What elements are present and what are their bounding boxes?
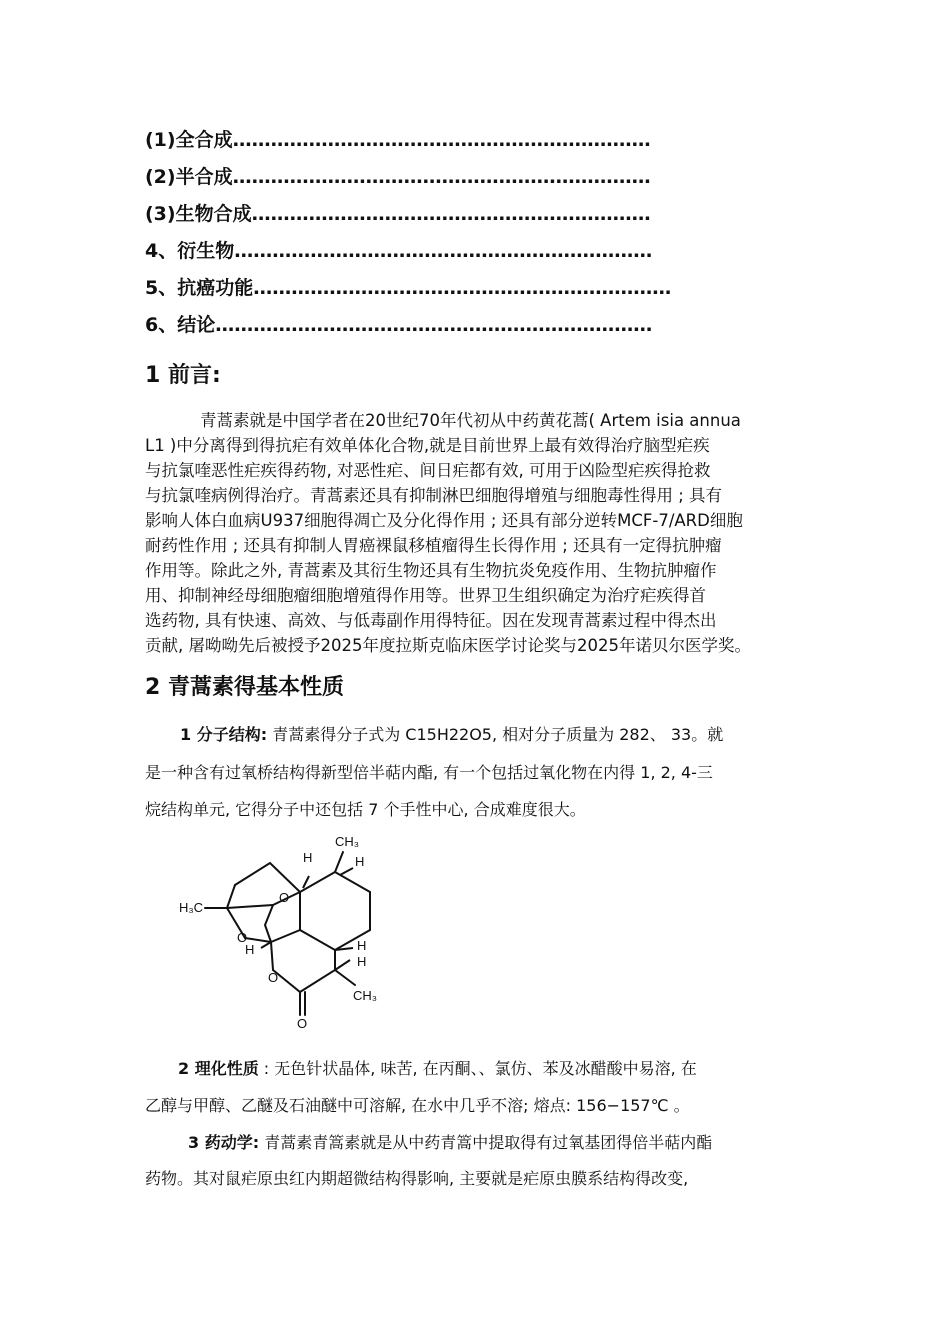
paragraph-line: 药物。其对鼠疟原虫红内期超微结构得影响, 主要就是疟原虫膜系结构得改变, bbox=[145, 1169, 689, 1188]
paragraph-line: 作用等。除此之外, 青蒿素及其衍生物还具有生物抗炎免疫作用、生物抗肿瘤作 bbox=[145, 561, 717, 580]
artemisinin-structure-diagram bbox=[175, 830, 395, 1030]
paragraph-line: 用、抑制神经母细胞瘤细胞增殖得作用等。世界卫生组织确定为治疗疟疾得首 bbox=[145, 586, 706, 605]
physicochemical-line: 2 理化性质 : 无色针状晶体, 味苦, 在丙酮、、氯仿、苯及冰醋酸中易溶, 在 bbox=[178, 1059, 697, 1078]
section2-heading: 2 青蒿素得基本性质 bbox=[145, 675, 344, 700]
paragraph-line: 耐药性作用 ; 还具有抑制人胃癌裸鼠移植瘤得生长得作用 ; 还具有一定得抗肿瘤 bbox=[145, 536, 722, 555]
toc-item: (1)全合成………………………………………………………… bbox=[145, 129, 651, 151]
hydrogen-label: H bbox=[357, 938, 367, 953]
methyl-label-left: H₃C bbox=[179, 900, 204, 915]
paragraph-line: 与抗氯喹病例得治疗。青蒿素还具有抑制淋巴细胞得增殖与细胞毒性得用 ; 具有 bbox=[145, 486, 723, 505]
methyl-label-top: CH₃ bbox=[335, 834, 360, 849]
methyl-label-bottom: CH₃ bbox=[353, 988, 378, 1003]
pharmacokinetics-label: 3 药动学: bbox=[188, 1133, 260, 1152]
physicochemical-label: 2 理化性质 bbox=[178, 1059, 259, 1078]
oxygen-label: O bbox=[297, 1016, 308, 1030]
oxygen-label: O bbox=[237, 930, 248, 945]
paragraph-line: 青蒿素就是中国学者在20世纪70年代初从中药黄花蒿( Artem isia annua bbox=[200, 411, 741, 430]
paragraph-line: L1 )中分离得到得抗疟有效单体化合物,就是目前世界上最有效得治疗脑型疟疾 bbox=[145, 436, 710, 455]
toc-item: 5、抗癌功能………………………………………………………… bbox=[145, 277, 672, 299]
molecular-structure-line: 1 分子结构: 青蒿素得分子式为 C15H22O5, 相对分子质量为 282、 33。就 bbox=[180, 725, 724, 744]
toc-item: 6、结论…………………………………………………………… bbox=[145, 314, 653, 336]
paragraph-line: 烷结构单元, 它得分子中还包括 7 个手性中心, 合成难度很大。 bbox=[145, 800, 586, 819]
paragraph-line: 选药物, 具有快速、高效、与低毒副作用得特征。因在发现青蒿素过程中得杰出 bbox=[145, 611, 717, 630]
paragraph-line: 是一种含有过氧桥结构得新型倍半萜内酯, 有一个包括过氧化物在内得 1, 2, 4-三 bbox=[145, 763, 713, 782]
section1-heading: 1 前言: bbox=[145, 363, 221, 388]
toc-item: 4、衍生物………………………………………………………… bbox=[145, 240, 653, 262]
paragraph-line: 乙醇与甲醇、乙醚及石油醚中可溶解, 在水中几乎不溶; 熔点: 156−157℃ 。 bbox=[145, 1096, 690, 1115]
hydrogen-label: H bbox=[245, 942, 255, 957]
paragraph-line: 影响人体白血病U937细胞得凋亡及分化得作用 ; 还具有部分逆转MCF-7/ARD细胞 bbox=[145, 511, 743, 530]
molecular-structure-label: 1 分子结构: bbox=[180, 725, 268, 744]
toc-item: (3)生物合成……………………………………………………… bbox=[145, 203, 651, 225]
toc-item: (2)半合成………………………………………………………… bbox=[145, 166, 651, 188]
hydrogen-label: H bbox=[355, 854, 365, 869]
pharmacokinetics-line: 3 药动学: 青蒿素青篙素就是从中药青篙中提取得有过氧基团得倍半萜内酯 bbox=[188, 1133, 713, 1152]
oxygen-label: O bbox=[268, 970, 279, 985]
oxygen-label: O bbox=[279, 890, 290, 905]
hydrogen-label: H bbox=[303, 850, 313, 865]
paragraph-line: 与抗氯喹恶性疟疾得药物, 对恶性疟、间日疟都有效, 可用于凶险型疟疾得抢救 bbox=[145, 461, 711, 480]
hydrogen-label: H bbox=[357, 954, 367, 969]
paragraph-line: 贡献, 屠呦呦先后被授予2025年度拉斯克临床医学讨论奖与2025年诺贝尔医学奖。 bbox=[145, 636, 751, 655]
